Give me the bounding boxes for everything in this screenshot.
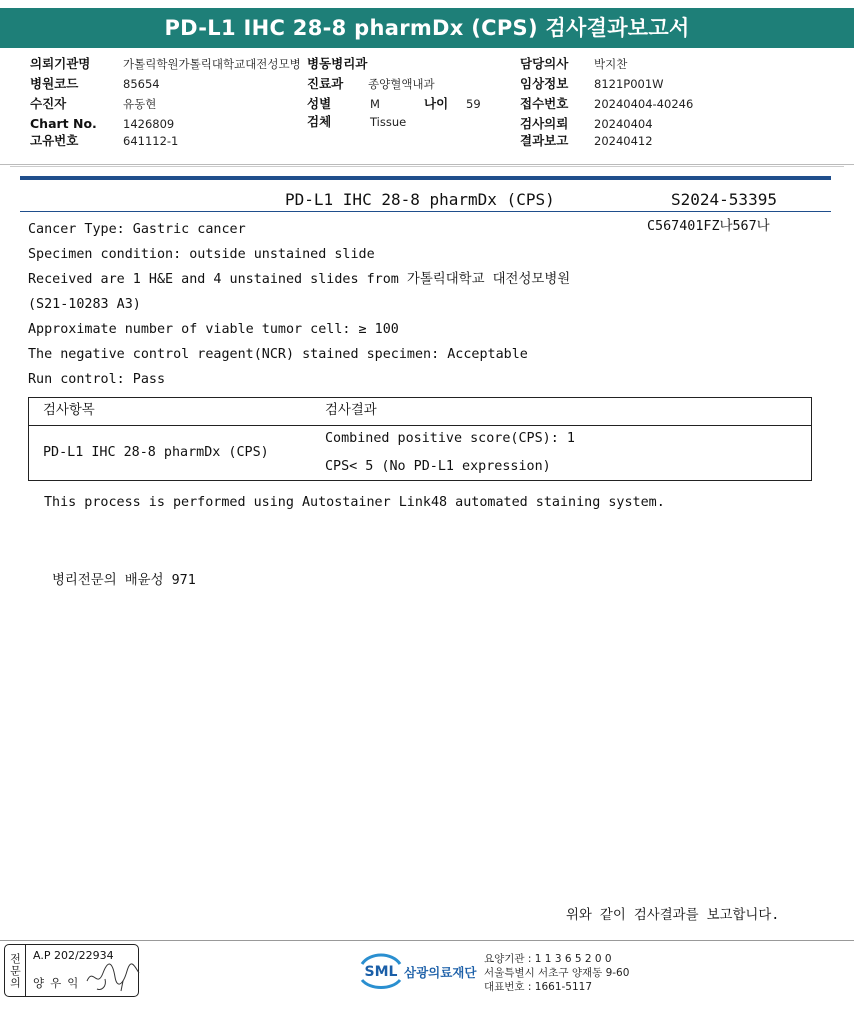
hospital-code-value: 85654 bbox=[123, 77, 160, 91]
result-table-cps-interpretation: CPS< 5 (No PD-L1 expression) bbox=[325, 459, 551, 474]
signature-box bbox=[4, 944, 139, 997]
org-phone: 대표번호 : 1661-5117 bbox=[484, 981, 593, 993]
result-table-test-item: PD-L1 IHC 28-8 pharmDx (CPS) bbox=[43, 445, 269, 460]
unique-id-label: 고유번호 bbox=[30, 133, 79, 148]
specimen-value: Tissue bbox=[370, 115, 407, 129]
patient-name-label: 수진자 bbox=[30, 96, 67, 111]
chart-no-value: 1426809 bbox=[123, 117, 175, 131]
foundation-name: 삼광의료재단 bbox=[404, 965, 477, 980]
signature-license: A.P 202/22934 bbox=[33, 949, 114, 962]
patient-name-value: 유동현 bbox=[123, 97, 157, 111]
result-table-cps-score: Combined positive score(CPS): 1 bbox=[325, 431, 575, 446]
sex-value: M bbox=[370, 97, 380, 111]
sex-label: 성별 bbox=[307, 96, 332, 111]
age-value: 59 bbox=[466, 97, 481, 111]
header-divider bbox=[0, 164, 854, 165]
hospital-code-label: 병원코드 bbox=[30, 76, 79, 91]
report-line-ncr: The negative control reagent(NCR) stained specimen: Acceptable bbox=[28, 347, 528, 362]
closing-statement: 위와 같이 검사결과를 보고합니다. bbox=[566, 908, 780, 923]
result-table-header-item: 검사항목 bbox=[43, 403, 95, 418]
handwritten-signature bbox=[83, 959, 141, 993]
specimen-code: C567401FZ나567나 bbox=[647, 219, 770, 234]
report-line-specimen-condition: Specimen condition: outside unstained slide bbox=[28, 247, 375, 262]
report-number: S2024-53395 bbox=[671, 190, 777, 209]
clinic-label: 진료과 bbox=[307, 76, 344, 91]
sml-logo-icon bbox=[356, 950, 406, 990]
report-line-tumor-cells: Approximate number of viable tumor cell: ≥ 100 bbox=[28, 322, 399, 337]
accession-no-label: 접수번호 bbox=[520, 96, 569, 111]
physician-value: 박지찬 bbox=[594, 57, 628, 71]
unique-id-value: 641112-1 bbox=[123, 134, 179, 148]
result-table-header-result: 검사결과 bbox=[325, 403, 377, 418]
signature-name: 양우익 bbox=[33, 976, 85, 990]
report-test-name: PD-L1 IHC 28-8 pharmDx (CPS) bbox=[285, 190, 555, 209]
clinical-info-label: 임상정보 bbox=[520, 76, 569, 91]
clinical-info-value: 8121P001W bbox=[594, 77, 664, 91]
accession-no-value: 20240404-40246 bbox=[594, 97, 694, 111]
report-line-slide-id: (S21-10283 A3) bbox=[28, 297, 141, 312]
chart-no-label: Chart No. bbox=[30, 116, 97, 131]
report-line-received: Received are 1 H&E and 4 unstained slides from 가톨릭대학교 대전성모병원 bbox=[28, 272, 571, 287]
report-top-rule bbox=[20, 176, 831, 180]
org-registration: 요양기관 : 1 1 3 6 5 2 0 0 bbox=[484, 953, 612, 965]
clinic-value: 종양혈액내과 bbox=[368, 77, 435, 91]
department-label: 병동병리과 bbox=[307, 56, 368, 71]
report-line-run-control: Run control: Pass bbox=[28, 372, 166, 387]
requesting-institution-value: 가톨릭학원가톨릭대학교대전성모병 bbox=[123, 57, 301, 71]
report-date-value: 20240412 bbox=[594, 134, 653, 148]
report-title: PD-L1 IHC 28-8 pharmDx (CPS) 검사결과보고서 bbox=[0, 8, 854, 48]
signature-side-label: 전문의 bbox=[5, 945, 26, 996]
result-table-divider bbox=[29, 425, 811, 426]
specimen-label: 검체 bbox=[307, 114, 332, 129]
physician-label: 담당의사 bbox=[520, 56, 569, 71]
result-table bbox=[28, 397, 812, 481]
requesting-institution-label: 의뢰기관명 bbox=[30, 56, 91, 71]
request-date-label: 검사의뢰 bbox=[520, 116, 569, 131]
footer-divider bbox=[0, 940, 854, 941]
report-line-cancer-type: Cancer Type: Gastric cancer bbox=[28, 222, 246, 237]
report-date-label: 결과보고 bbox=[520, 133, 569, 148]
request-date-value: 20240404 bbox=[594, 117, 653, 131]
age-label: 나이 bbox=[424, 96, 449, 111]
pathologist-signature-text: 병리전문의 배윤성 971 bbox=[52, 573, 196, 588]
report-sub-rule bbox=[20, 211, 831, 212]
sml-logo-mark: SML bbox=[364, 964, 398, 980]
method-note: This process is performed using Autostainer Link48 automated staining system. bbox=[44, 495, 665, 510]
org-address: 서울특별시 서초구 양재동 9-60 bbox=[484, 967, 630, 979]
